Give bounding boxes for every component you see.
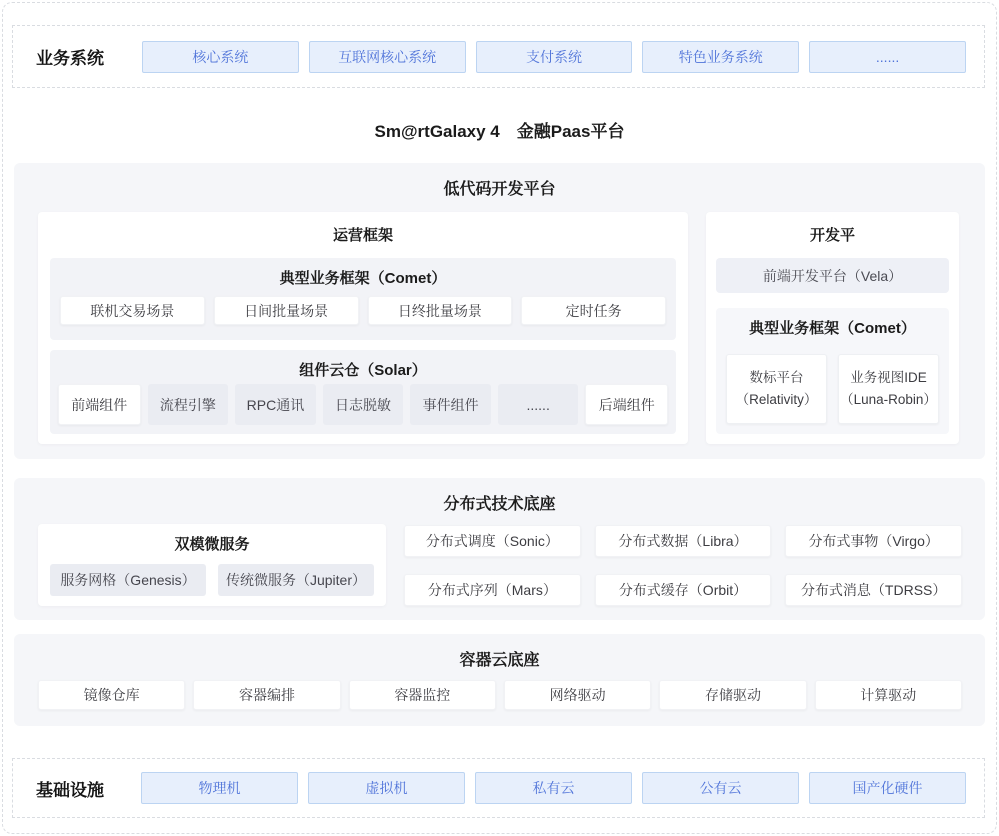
node-container-monitoring: 容器监控 xyxy=(349,680,496,710)
node-luna-robin-ide xyxy=(838,354,939,424)
node-daytime-batch-scene: 日间批量场景 xyxy=(214,296,359,325)
business-systems-label: 业务系统 xyxy=(36,49,104,68)
node-solar-ellipsis: ...... xyxy=(498,384,579,425)
node-payment-system: 支付系统 xyxy=(476,41,633,73)
node-tdrss-message: 分布式消息（TDRSS） xyxy=(785,574,962,606)
operation-framework-title: 运营框架 xyxy=(332,227,393,244)
dev-platform-box xyxy=(706,212,959,444)
infrastructure-section xyxy=(12,758,985,818)
node-special-business-system: 特色业务系统 xyxy=(642,41,799,73)
node-storage-driver: 存储驱动 xyxy=(659,680,806,710)
dev-comet-panel xyxy=(716,308,949,434)
node-relativity-subtitle: （Relativity） xyxy=(735,392,818,407)
node-container-orchestration: 容器编排 xyxy=(193,680,340,710)
node-internet-core-system: 互联网核心系统 xyxy=(309,41,466,73)
distributed-base-title: 分布式技术底座 xyxy=(443,496,556,513)
lowcode-platform-title: 低代码开发平台 xyxy=(443,181,556,198)
node-domestic-hardware: 国产化硬件 xyxy=(809,772,966,804)
business-systems-section xyxy=(12,25,985,88)
comet-framework-panel xyxy=(50,258,676,340)
node-libra-data: 分布式数据（Libra） xyxy=(595,525,772,557)
node-log-masking: 日志脱敏 xyxy=(323,384,404,425)
dev-platform-title: 开发平 xyxy=(809,227,855,244)
solar-warehouse-panel xyxy=(50,350,676,434)
solar-warehouse-items xyxy=(58,384,668,425)
comet-framework-items xyxy=(60,296,666,325)
node-image-registry: 镜像仓库 xyxy=(38,680,185,710)
node-virtual-machine: 虚拟机 xyxy=(308,772,465,804)
node-luna-robin-title: 业务视图IDE xyxy=(850,369,927,385)
node-mars-sequence: 分布式序列（Mars） xyxy=(404,574,581,606)
dual-mode-title: 双模微服务 xyxy=(174,536,250,553)
node-core-system: 核心系统 xyxy=(142,41,299,73)
node-public-cloud: 公有云 xyxy=(642,772,799,804)
infrastructure-label: 基础设施 xyxy=(36,780,104,800)
container-cloud-section xyxy=(14,634,985,726)
node-business-ellipsis: ...... xyxy=(809,41,966,73)
business-systems-items xyxy=(142,41,966,73)
node-sonic-scheduling: 分布式调度（Sonic） xyxy=(404,525,581,557)
node-orbit-cache: 分布式缓存（Orbit） xyxy=(595,574,772,606)
node-compute-driver: 计算驱动 xyxy=(815,680,962,710)
node-endofday-batch-scene: 日终批量场景 xyxy=(368,296,513,325)
dual-mode-microservice-box xyxy=(38,524,386,606)
infrastructure-items xyxy=(141,772,966,804)
node-genesis-service-mesh: 服务网格（Genesis） xyxy=(50,564,206,596)
node-network-driver: 网络驱动 xyxy=(504,680,651,710)
node-physical-machine: 物理机 xyxy=(141,772,298,804)
node-luna-robin-subtitle: （Luna-Robin） xyxy=(840,392,937,407)
node-relativity-title: 数标平台 xyxy=(749,369,804,385)
node-private-cloud: 私有云 xyxy=(475,772,632,804)
container-cloud-items xyxy=(38,680,962,710)
node-process-engine: 流程引擎 xyxy=(148,384,229,425)
node-backend-component: 后端组件 xyxy=(585,384,668,425)
node-jupiter-microservice: 传统微服务（Jupiter） xyxy=(218,564,374,596)
node-virgo-transaction: 分布式事物（Virgo） xyxy=(785,525,962,557)
node-online-transaction-scene: 联机交易场景 xyxy=(60,296,205,325)
comet-framework-title: 典型业务框架（Comet） xyxy=(279,270,447,287)
solar-warehouse-title: 组件云仓（Solar） xyxy=(299,362,427,379)
dual-mode-items xyxy=(50,564,374,596)
dev-comet-items xyxy=(726,354,939,424)
operation-framework-box xyxy=(38,212,688,444)
page-title: Sm@rtGalaxy 4 金融Paas平台 xyxy=(374,122,625,141)
node-frontend-component: 前端组件 xyxy=(58,384,141,425)
distributed-base-section xyxy=(14,478,985,620)
node-vela-frontend-dev-platform: 前端开发平台（Vela） xyxy=(716,258,949,293)
dev-comet-title: 典型业务框架（Comet） xyxy=(749,320,916,337)
lowcode-platform-section xyxy=(14,163,985,459)
container-cloud-title: 容器云底座 xyxy=(459,652,540,669)
node-event-component: 事件组件 xyxy=(410,384,491,425)
node-scheduled-task: 定时任务 xyxy=(521,296,666,325)
node-relativity-platform xyxy=(726,354,827,424)
node-rpc-communication: RPC通讯 xyxy=(235,384,316,425)
distributed-services-grid xyxy=(404,525,962,606)
